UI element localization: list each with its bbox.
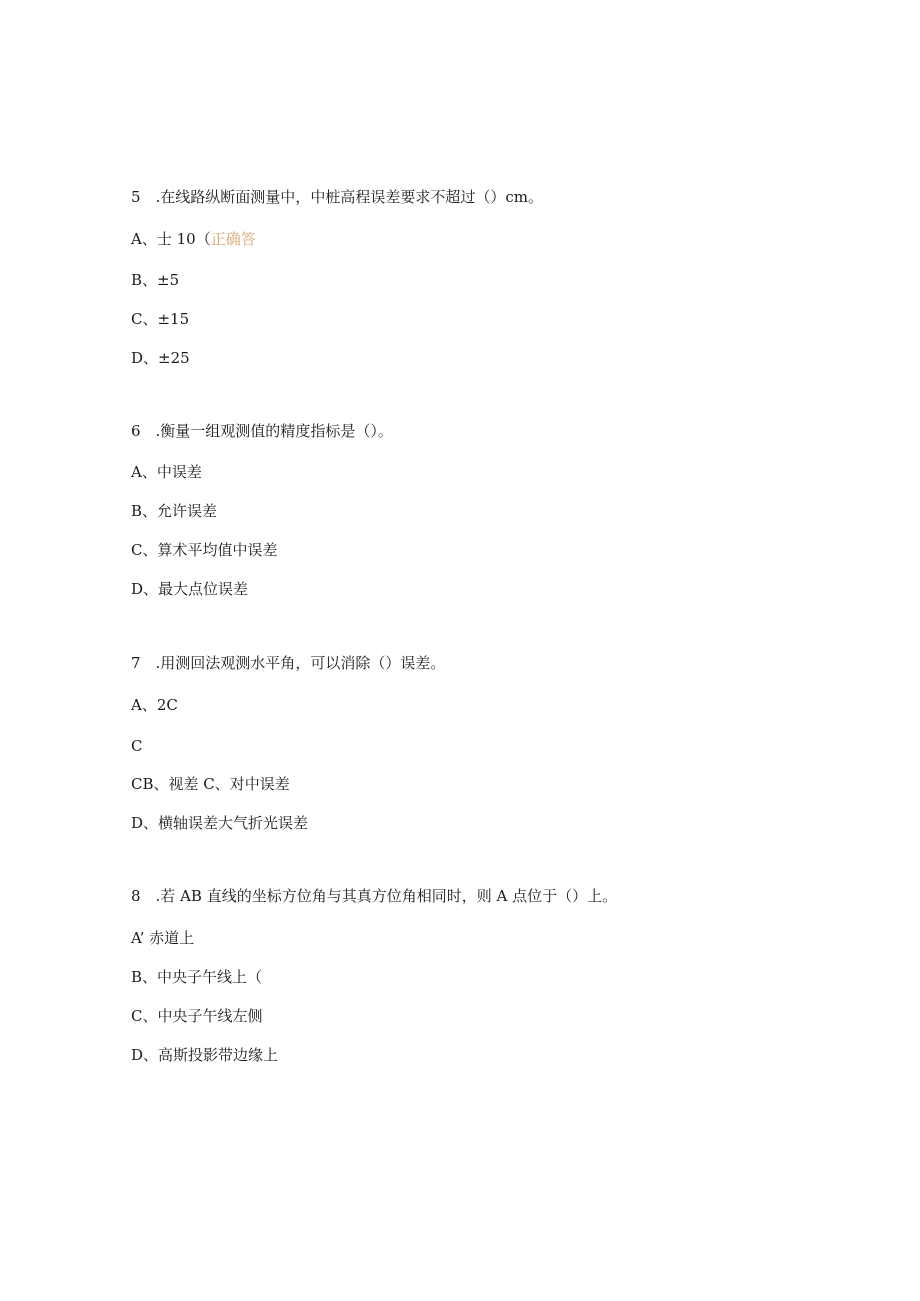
question-7-option-a: A、2C	[131, 696, 178, 714]
answer-hint: 正确答	[210, 230, 256, 248]
question-7-option-c: CB、视差 C、对中误差	[131, 775, 290, 793]
question-7-stem: 7 .用测回法观测水平角，可以消除（）误差。	[131, 654, 446, 672]
question-6-stem: 6 .衡量一组观测值的精度指标是（）。	[131, 422, 393, 440]
question-5-option-b: B、±5	[131, 271, 180, 289]
question-8-option-b: B、中央子午线上（	[131, 968, 263, 986]
question-5-option-c: C、±15	[131, 310, 190, 328]
question-8-option-d: D、高斯投影带边缘上	[131, 1046, 279, 1064]
option-text: A、士 10（	[131, 230, 211, 248]
question-6-option-a: A、中误差	[131, 463, 202, 481]
question-7-option-d: D、横轴误差大气折光误差	[131, 814, 309, 832]
question-5-option-d: D、±25	[131, 349, 190, 367]
question-6-option-b: B、允许误差	[131, 502, 218, 520]
question-8-option-c: C、中央子午线左侧	[131, 1007, 263, 1025]
question-6-option-d: D、最大点位误差	[131, 580, 249, 598]
question-8-option-a: A’ 赤道上	[131, 929, 195, 947]
question-8-stem: 8 .若 AB 直线的坐标方位角与其真方位角相同时，则 A 点位于（）上。	[131, 887, 618, 905]
question-6-option-c: C、算术平均值中误差	[131, 541, 278, 559]
question-7-option-b: C	[131, 737, 143, 755]
question-5-stem: 5 .在线路纵断面测量中，中桩高程误差要求不超过（）cm。	[131, 188, 543, 206]
question-5-option-a	[131, 229, 256, 249]
